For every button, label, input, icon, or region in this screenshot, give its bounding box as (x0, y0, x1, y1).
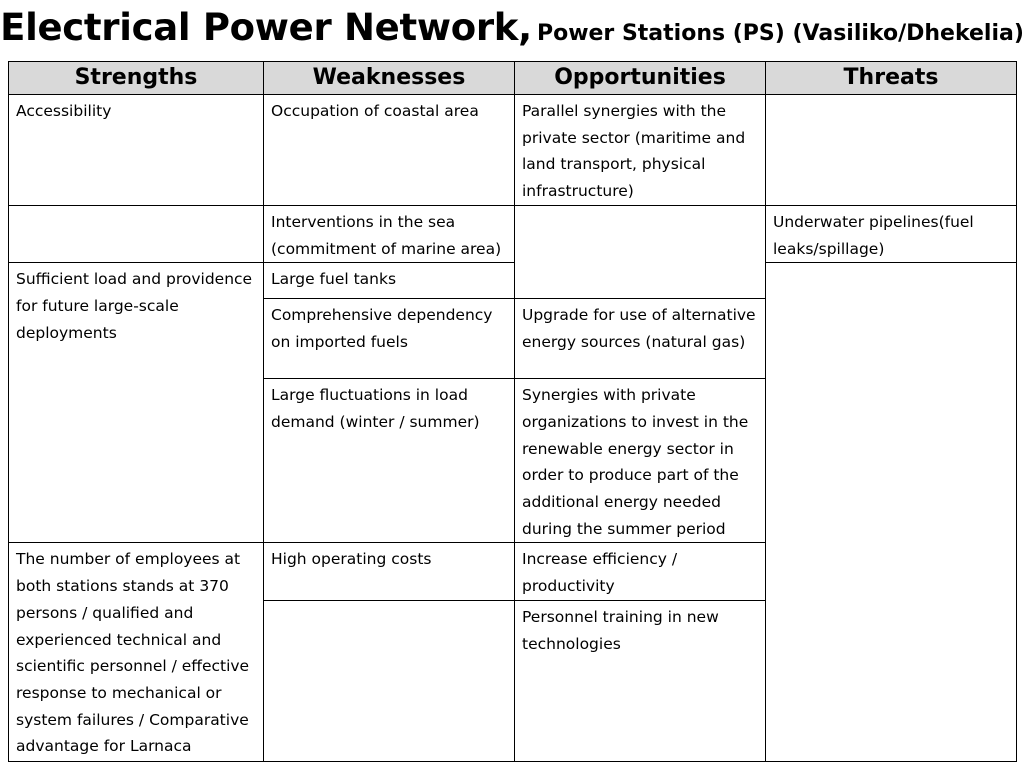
header-strengths: Strengths (9, 62, 264, 95)
cell-weakness-tanks: Large fuel tanks (264, 263, 515, 299)
title-main: Electrical Power Network, (0, 6, 532, 49)
cell-opportunity-training: Personnel training in new technologies (515, 600, 766, 761)
cell-opportunity-upgrade: Upgrade for use of alternative energy sources (natural gas) (515, 299, 766, 379)
cell-opportunity-synergies: Synergies with private organizations to invest in the renewable energy sector in order to produce part of the additional energy needed during the summer period (515, 379, 766, 543)
cell-strength-employees: The number of employees at both stations stands at 370 persons / qualified and experienced technical and scientific personnel / effective response to mechanical or system failures / Comparative advantage for Larnaca (9, 543, 264, 761)
cell-strength-load: Sufficient load and providence for future large-scale deployments (9, 263, 264, 543)
header-threats: Threats (766, 62, 1017, 95)
cell-strength-empty-1 (9, 205, 264, 262)
cell-weakness-interventions: Interventions in the sea (commitment of marine area) (264, 205, 515, 262)
cell-strength-accessibility: Accessibility (9, 95, 264, 206)
cell-threat-empty-1 (766, 95, 1017, 206)
header-opportunities: Opportunities (515, 62, 766, 95)
title-subtitle: Power Stations (PS) (Vasiliko/Dhekelia) (536, 21, 1024, 46)
cell-weakness-empty-1 (264, 600, 515, 761)
table-row (9, 95, 1017, 206)
table-header-row (9, 62, 1017, 95)
cell-opportunity-parallel: Parallel synergies with the private sector (maritime and land transport, physical infrastructure) (515, 95, 766, 206)
swot-table (8, 61, 1017, 762)
cell-opportunity-efficiency: Increase efficiency / productivity (515, 543, 766, 600)
cell-opportunity-empty-1 (515, 205, 766, 298)
cell-weakness-dependency: Comprehensive dependency on imported fuels (264, 299, 515, 379)
header-weaknesses: Weaknesses (264, 62, 515, 95)
cell-weakness-fluctuations: Large fluctuations in load demand (winter / summer) (264, 379, 515, 543)
cell-weakness-coastal: Occupation of coastal area (264, 95, 515, 206)
table-row (9, 205, 1017, 262)
cell-weakness-costs: High operating costs (264, 543, 515, 600)
page-title (0, 6, 1024, 49)
cell-threat-pipelines: Underwater pipelines(fuel leaks/spillage) (766, 205, 1017, 262)
table-row (9, 263, 1017, 299)
cell-threat-empty-2 (766, 263, 1017, 762)
